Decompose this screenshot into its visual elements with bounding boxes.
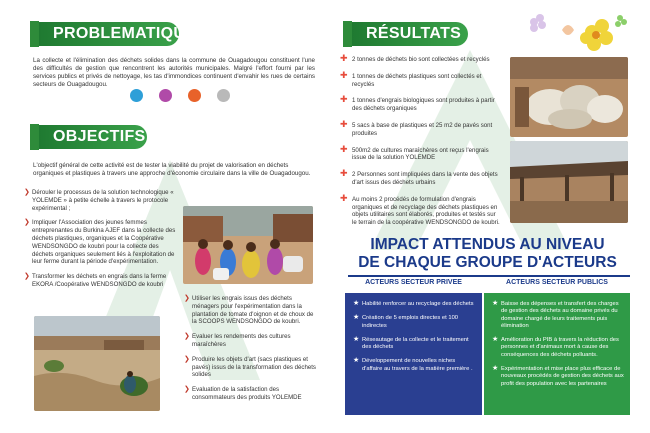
problematique-text: La collecte et l'élimination des déchets solides dans la commune de Ouagadougou constituent l'une des difficultés de gestion que rencontrent les autorités municipales. Malgré l'effort fourni par les services publics et privés de nettoyage, les tas d'immondices continuent d'envahir les rues de certains secteurs de Ouagadougou. — [33, 57, 315, 88]
color-dots — [130, 89, 230, 102]
dot-blue — [130, 89, 143, 102]
resultats-list — [340, 53, 502, 236]
problematique-title: PROBLEMATIQUE — [39, 22, 179, 46]
list-item: ★ Habilité renforcer au recyclage des déchets — [353, 300, 474, 307]
objectifs-text: L'objectif général de cette activité est de tester la viabilité du projet de valorisation en déchets organiques et plastiques à travers une approche d'économie circulaire dans la ville de Ouagadougou. — [33, 162, 311, 177]
prive-impact-box — [345, 293, 482, 415]
prive-column-header: ACTEURS SECTEUR PRIVEE — [365, 279, 462, 286]
photo-field-worker — [34, 316, 160, 411]
list-item: ❯ Impliquer l'Association des jeunes femmes entreprenantes du Burkina AJEF dans la collecte des déchets plastiques, organiques et la Coopérative WENDSONGDO de koubri pour la collecte des déchets organiques seulement liés à l'exploitation de leur ferme durant la période d'expérimentation. — [24, 219, 176, 266]
list-item: ❯ Dérouler le processus de la solution technologique « YOLEMDE » à petite échelle à travers le protocole expérimental ; — [24, 189, 174, 212]
star-icon: ★ — [353, 300, 360, 307]
list-item: ✚ 2 Personnes sont impliquées dans la vente des objets d'art issus des déchets urbains — [340, 168, 498, 186]
photo-bags-pile — [510, 57, 628, 137]
impact-divider — [348, 275, 630, 277]
objectifs-left-list — [24, 189, 176, 296]
objectifs-banner — [30, 124, 147, 150]
list-item: ★ Réseautage de la collecte et le traitement des déchets — [353, 335, 469, 351]
star-icon: ★ — [492, 300, 499, 307]
list-item: ★ Création de 5 emplois directes et 100 indirectes — [353, 314, 459, 329]
star-icon: ★ — [353, 314, 360, 322]
list-item: ✚ 2 tonnes de déchets bio sont collectées et recyclés — [340, 53, 490, 63]
photo-shelter-structure — [510, 141, 628, 223]
list-item: ✚ 500m2 de cultures maraîchères ont reçus l'engrais issue de la solution YOLEMDE — [340, 143, 489, 162]
list-item: ★ Baisse des dépenses et transfert des charges de gestion des déchets au domaine privés du domaine chargé de leurs traitements puis élimination — [492, 300, 619, 329]
list-item: ✚ Au moins 2 procédés de formulation d'engrais organiques et de recyclage des déchets plastiques en objets utilitaires sont élaborés, produites et testés sur le terrain de la coopérative WENDSONGDO de koubri. — [340, 192, 500, 227]
list-item: ❯ Produire les objets d'art (sacs plastiques et pavés) issus de la transformation des déchets solides — [184, 355, 316, 379]
objectifs-right-list — [184, 295, 316, 409]
list-item: ★ Développement de nouvelles niches d'affaire au travers de la matière première . — [353, 357, 473, 372]
resultats-banner — [343, 21, 468, 47]
public-impact-box — [484, 293, 630, 415]
resultats-title: RÉSULTATS — [352, 22, 468, 46]
list-item: ✚ 1 tonnes d'engrais biologiques sont produites à partir des déchets organiques — [340, 94, 495, 113]
star-icon: ★ — [492, 365, 499, 373]
list-item: ✚ 1 tonnes de déchets plastiques sont collectés et recyclés — [340, 69, 482, 88]
impact-title: IMPACT ATTENDUS AU NIVEAU DE CHAQUE GROUPE D'ACTEURS — [358, 236, 617, 271]
star-icon: ★ — [353, 335, 360, 343]
dot-orange — [188, 89, 201, 102]
list-item: ★ Amélioration du PIB à travers la réduction des personnes et d'animaux mort à cause des conséquences des déchets polluants. — [492, 336, 619, 358]
list-item: ❯ Evaluer les rendements des cultures maraîchères — [184, 333, 291, 348]
star-icon: ★ — [353, 357, 360, 365]
list-item: ✚ 5 sacs à base de plastiques et 25 m2 de pavés sont produites — [340, 118, 493, 137]
dot-grey — [217, 89, 230, 102]
list-item: ❯ Utiliser les engrais issus des déchets ménagers pour l'expérimentation dans la plantation de tomate d'oignon et de choux de la SCOOPS WENDSONGDO de koubri. — [184, 295, 314, 326]
list-item: ★ Expérimentation et mise place plus efficace de nouveaux procédés de gestion des déchets aux profit des population avec les partenaires — [492, 365, 624, 387]
list-item: ❯ Evaluation de la satisfaction des consommateurs des produits YOLEMDE — [184, 386, 302, 401]
star-icon: ★ — [492, 336, 499, 344]
public-column-header: ACTEURS SECTEUR PUBLICS — [506, 279, 608, 286]
objectifs-title: OBJECTIFS — [39, 125, 147, 149]
flower-decoration-icon — [522, 10, 632, 55]
dot-purple — [159, 89, 172, 102]
problematique-banner — [30, 21, 197, 47]
photo-women-collecting — [183, 206, 313, 284]
list-item: ❯ Transformer les déchets en engrais dans la ferme EKORA /Coopérative WENDSONGDO de koubri — [24, 273, 167, 288]
